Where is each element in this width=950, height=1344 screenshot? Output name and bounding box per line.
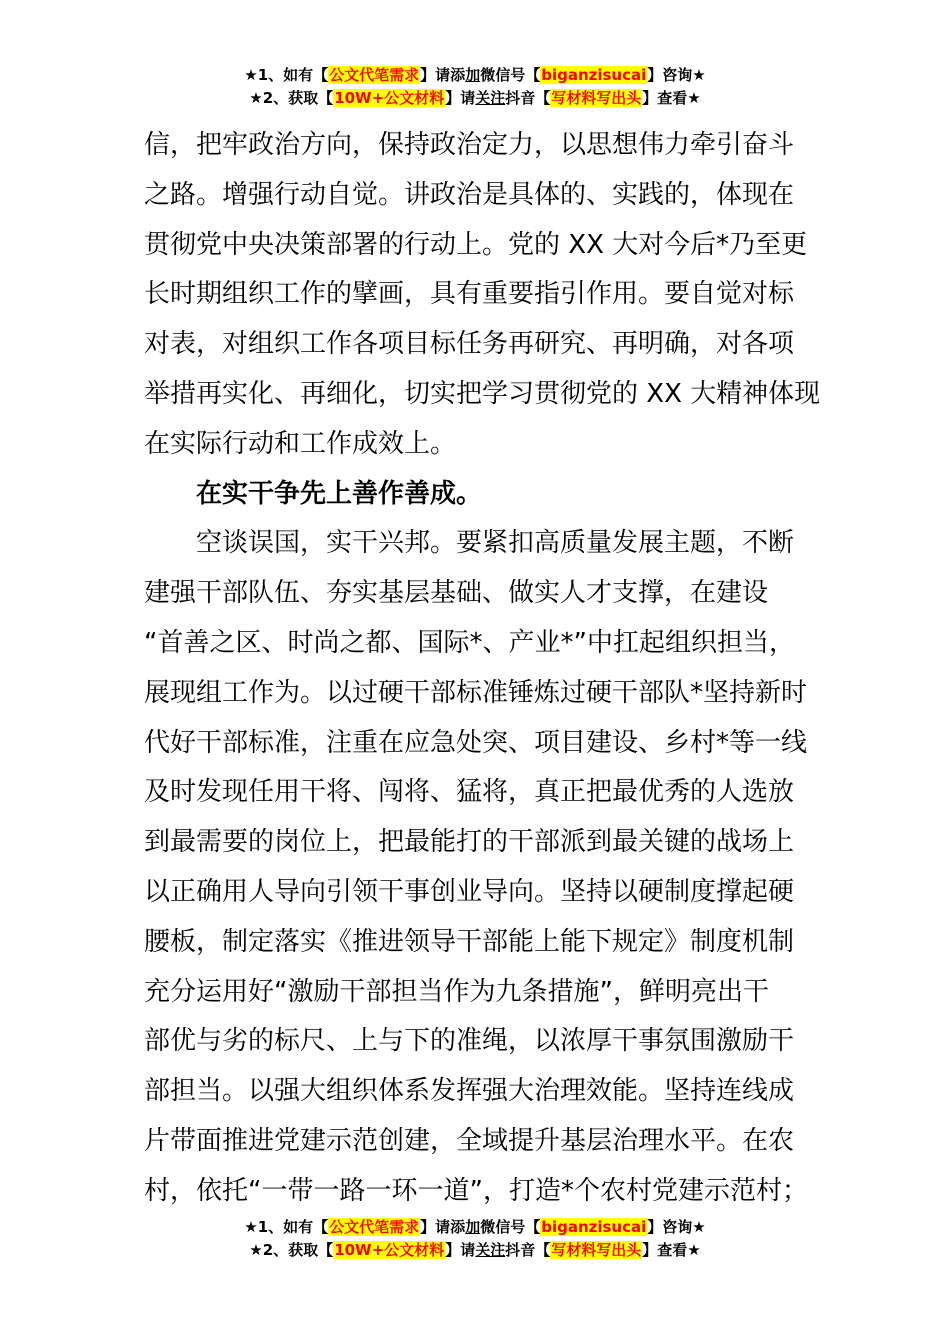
banner-text: 】查看★ — [642, 89, 701, 107]
banner-text: 微信号【 — [480, 1218, 541, 1236]
header-banner — [0, 64, 950, 110]
footer-banner — [0, 1216, 950, 1262]
text-line: 腰板，制定落实《推进领导干部能上能下规定》制度机制 — [144, 926, 795, 957]
banner-text: 】咨询★ — [647, 1218, 706, 1236]
highlight-materials: 10W+公文材料 — [334, 89, 445, 107]
banner-text: 】请 — [445, 89, 476, 107]
banner-line-2 — [0, 1239, 950, 1262]
banner-emphasis: 关注 — [475, 1241, 506, 1259]
text-line: 部担当。以强大组织体系发挥强大治理效能。坚持连线成 — [144, 1076, 795, 1107]
highlight-wechat-id: biganzisucai — [541, 1218, 647, 1236]
text-line: 代好干部标准，注重在应急处突、项目建设、乡村*等一线 — [144, 727, 808, 758]
banner-text: 】咨询★ — [647, 66, 706, 84]
text-line: 建强干部队伍、夯实基层基础、做实人才支撑，在建设 — [144, 578, 769, 609]
section-heading — [144, 470, 814, 520]
text-line: 举措再实化、再细化，切实把学习贯彻党的 XX 大精神体现 — [144, 378, 821, 409]
text-line: 及时发现任用干将、闯将、猛将，真正把最优秀的人选放 — [144, 777, 795, 808]
banner-emphasis: 加 — [465, 1218, 481, 1236]
highlight-douyin-id: 写材料写出头 — [551, 1241, 642, 1259]
text-line: 信，把牢政治方向，保持政治定力，以思想伟力牵引奋斗 — [144, 130, 795, 160]
banner-text: 抖音【 — [505, 1241, 551, 1259]
banner-emphasis: 关注 — [475, 89, 506, 107]
banner-line-1 — [0, 1216, 950, 1239]
text-line: 展现组工作为。以过硬干部标准锤炼过硬干部队*坚持新时 — [144, 677, 808, 708]
text-line: 在实际行动和工作成效上。 — [144, 428, 457, 459]
banner-text: 微信号【 — [480, 66, 541, 84]
text-line: 贯彻党中央决策部署的行动上。党的 XX 大对今后*乃至更 — [144, 229, 808, 260]
paragraph-1 — [144, 121, 821, 470]
banner-line-1 — [0, 64, 950, 87]
banner-text: 】请添 — [420, 1218, 466, 1236]
banner-text: 】查看★ — [642, 1241, 701, 1259]
text-line: 充分运用好“激励干部担当作为九条措施”，鲜明亮出干 — [144, 976, 769, 1007]
highlight-service: 公文代笔需求 — [329, 66, 420, 84]
banner-text: 抖音【 — [505, 89, 551, 107]
text-line: 之路。增强行动自觉。讲政治是具体的、实践的，体现在 — [144, 179, 795, 210]
banner-line-2 — [0, 87, 950, 110]
highlight-service: 公文代笔需求 — [329, 1218, 420, 1236]
text-line: 长时期组织工作的擘画，具有重要指引作用。要自觉对标 — [144, 279, 795, 310]
text-line: 部优与劣的标尺、上与下的准绳，以浓厚干事氛围激励干 — [144, 1026, 795, 1057]
banner-text: 】请 — [445, 1241, 476, 1259]
document-body — [144, 121, 821, 1217]
text-line: 对表，对组织工作各项目标任务再研究、再明确，对各项 — [144, 329, 795, 360]
text-line: 到最需要的岗位上，把最能打的干部派到最关键的战场上 — [144, 827, 795, 858]
banner-text: ★1、如有【 — [244, 1218, 329, 1236]
banner-text: 】请添 — [420, 66, 466, 84]
banner-text: ★2、获取【 — [249, 89, 334, 107]
heading-text: 在实干争先上善作善成。 — [196, 478, 483, 509]
highlight-douyin-id: 写材料写出头 — [551, 89, 642, 107]
text-line: 村，依托“一带一路一环一道”，打造*个农村党建示范村； — [144, 1175, 808, 1206]
text-line: 片带面推进党建示范创建，全域提升基层治理水平。在农 — [144, 1125, 795, 1156]
highlight-wechat-id: biganzisucai — [541, 66, 647, 84]
text-line: “首善之区、时尚之都、国际*、产业*”中扛起组织担当， — [144, 627, 795, 658]
text-line: 空谈误国，实干兴邦。要紧扣高质量发展主题，不断 — [196, 528, 795, 559]
paragraph-2 — [144, 519, 814, 1216]
banner-emphasis: 加 — [465, 66, 481, 84]
banner-text: ★1、如有【 — [244, 66, 329, 84]
text-line: 以正确用人导向引领干事创业导向。坚持以硬制度撑起硬 — [144, 876, 795, 907]
highlight-materials: 10W+公文材料 — [334, 1241, 445, 1259]
banner-text: ★2、获取【 — [249, 1241, 334, 1259]
